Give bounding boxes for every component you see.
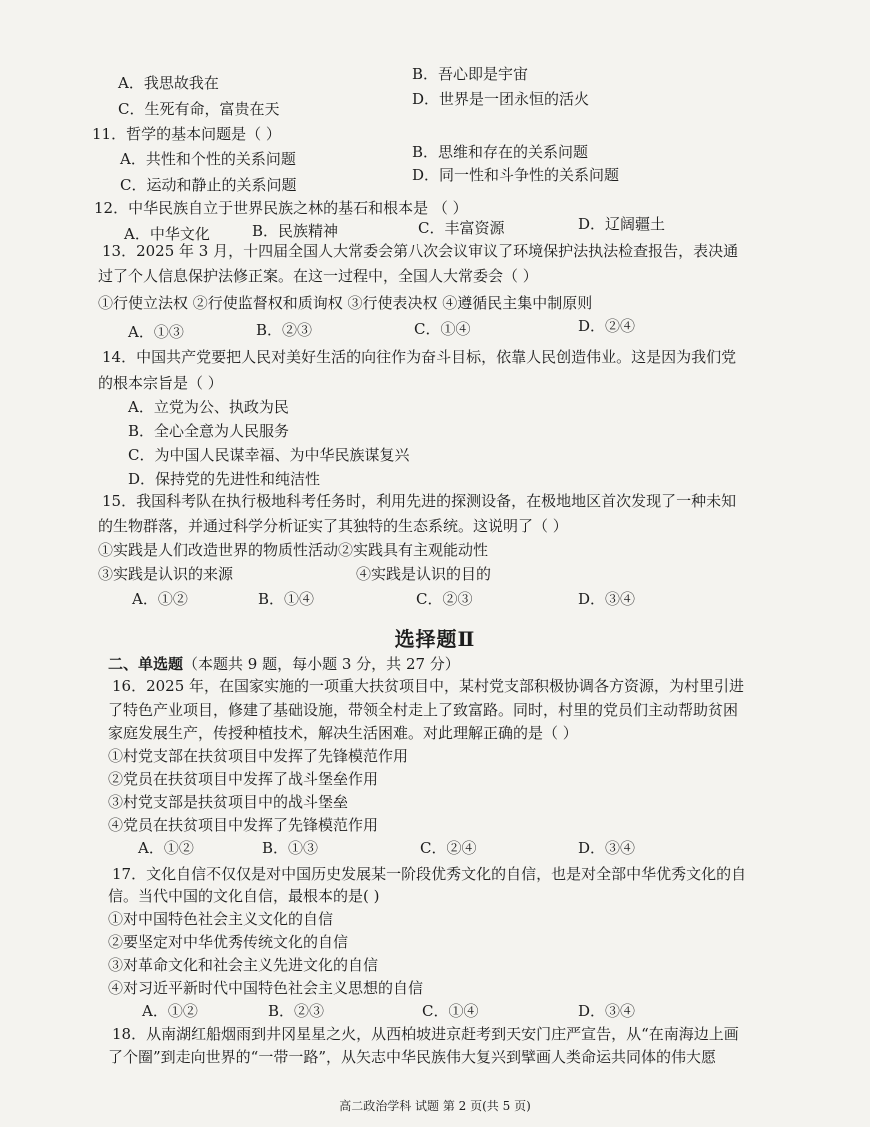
q12-stem: 12．中华民族自立于世界民族之林的基石和根本是 （ ） [94,199,468,217]
q17-option-a: A．①② [142,1002,198,1020]
q13-stem-line2: 过了个人信息保护法修正案。在这一过程中，全国人大常委会（ ） [98,267,538,285]
part2-label: 二、单选题 [108,655,184,673]
q17-item-3: ③对革命文化和社会主义先进文化的自信 [108,956,379,974]
q12-option-d: D．辽阔疆土 [578,215,666,233]
q15-items-1-2: ①实践是人们改造世界的物质性活动②实践具有主观能动性 [98,541,489,559]
q15-stem-line1: 15．我国科考队在执行极地科考任务时，利用先进的探测设备，在极地地区首次发现了一种未知 [102,492,737,510]
q10-option-d: D．世界是一团永恒的活火 [412,90,590,108]
q17-stem-line2: 信。当代中国的文化自信，最根本的是( ) [108,887,380,905]
q16-stem-line2: 了特色产业项目，修建了基础设施，带领全村走上了致富路。同时，村里的党员们主动帮助贫困 [108,701,739,719]
q15-stem-line2: 的生物群落，并通过科学分析证实了其独特的生态系统。这说明了（ ） [98,517,568,535]
q11-option-d: D．同一性和斗争性的关系问题 [412,166,620,184]
q17-option-b: B．②③ [268,1002,325,1020]
q16-item-1: ①村党支部在扶贫项目中发挥了先锋模范作用 [108,747,409,765]
q15-item-4: ④实践是认识的目的 [356,565,492,583]
q13-option-b: B．②③ [256,321,313,339]
q14-option-c: C．为中国人民谋幸福、为中华民族谋复兴 [128,446,410,464]
part2-desc: （本题共 9 题，每小题 3 分，共 27 分） [183,655,460,673]
q16-option-a: A．①② [138,839,194,857]
q16-item-2: ②党员在扶贫项目中发挥了战斗堡垒作用 [108,770,379,788]
q18-stem-line1: 18．从南湖红船烟雨到井冈星星之火，从西柏坡进京赶考到天安门庄严宣告，从“在南海边上画 [112,1025,739,1043]
q17-option-d: D．③④ [578,1002,636,1020]
q16-option-b: B．①③ [262,839,319,857]
q17-option-c: C．①④ [422,1002,479,1020]
q16-stem-line1: 16．2025 年，在国家实施的一项重大扶贫项目中，某村党支部积极协调各方资源，为村里引进 [112,677,745,695]
q15-item-3: ③实践是认识的来源 [98,565,234,583]
q10-option-b: B．吾心即是宇宙 [412,65,529,83]
section-title: 选择题Ⅱ [394,627,476,651]
q14-option-a: A．立党为公、执政为民 [128,398,289,416]
q16-option-d: D．③④ [578,839,636,857]
q17-item-2: ②要坚定对中华优秀传统文化的自信 [108,933,349,951]
q14-option-b: B．全心全意为人民服务 [128,422,290,440]
q14-option-d: D．保持党的先进性和纯洁性 [128,470,321,488]
q15-option-a: A．①② [132,590,188,608]
q17-item-1: ①对中国特色社会主义文化的自信 [108,910,334,928]
q16-stem-line3: 家庭发展生产，传授种植技术，解决生活困难。对此理解正确的是（ ） [108,724,578,742]
q14-stem-line1: 14．中国共产党要把人民对美好生活的向往作为奋斗目标，依靠人民创造伟业。这是因为我们党 [102,348,737,366]
q12-option-a: A．中华文化 [124,225,210,243]
q18-stem-line2: 了个圈”到走向世界的“一带一路”，从矢志中华民族伟大复兴到擘画人类命运共同体的伟大愿 [108,1048,717,1066]
q13-items: ①行使立法权 ②行使监督权和质询权 ③行使表决权 ④遵循民主集中制原则 [98,294,593,312]
q10-option-a: A．我思故我在 [118,74,219,92]
q16-option-c: C．②④ [420,839,477,857]
part2-header [108,654,460,674]
q15-option-d: D．③④ [578,590,636,608]
q11-option-b: B．思维和存在的关系问题 [412,143,589,161]
q12-option-c: C．丰富资源 [418,219,505,237]
q16-item-4: ④党员在扶贫项目中发挥了先锋模范作用 [108,816,379,834]
q13-option-c: C．①④ [414,320,471,338]
q12-option-b: B．民族精神 [252,222,339,240]
q15-option-c: C．②③ [416,590,473,608]
q15-option-b: B．①④ [258,590,315,608]
q17-item-4: ④对习近平新时代中国特色社会主义思想的自信 [108,979,424,997]
q13-option-d: D．②④ [578,317,636,335]
page-footer: 高二政治学科 试题 第 2 页(共 5 页) [339,1099,531,1113]
q11-option-c: C．运动和静止的关系问题 [120,176,297,194]
q11-option-a: A．共性和个性的关系问题 [120,150,296,168]
q14-stem-line2: 的根本宗旨是（ ） [98,374,223,392]
q11-stem: 11．哲学的基本问题是（ ） [92,125,281,143]
q13-stem-line1: 13．2025 年 3 月，十四届全国人大常委会第八次会议审议了环境保护法执法检查报告，表决通 [102,242,739,260]
q13-option-a: A．①③ [128,323,184,341]
q17-stem-line1: 17．文化自信不仅仅是对中国历史发展某一阶段优秀文化的自信，也是对全部中华优秀文化的自 [112,865,747,883]
q16-item-3: ③村党支部是扶贫项目中的战斗堡垒 [108,793,349,811]
q10-option-c: C．生死有命，富贵在天 [118,100,280,118]
